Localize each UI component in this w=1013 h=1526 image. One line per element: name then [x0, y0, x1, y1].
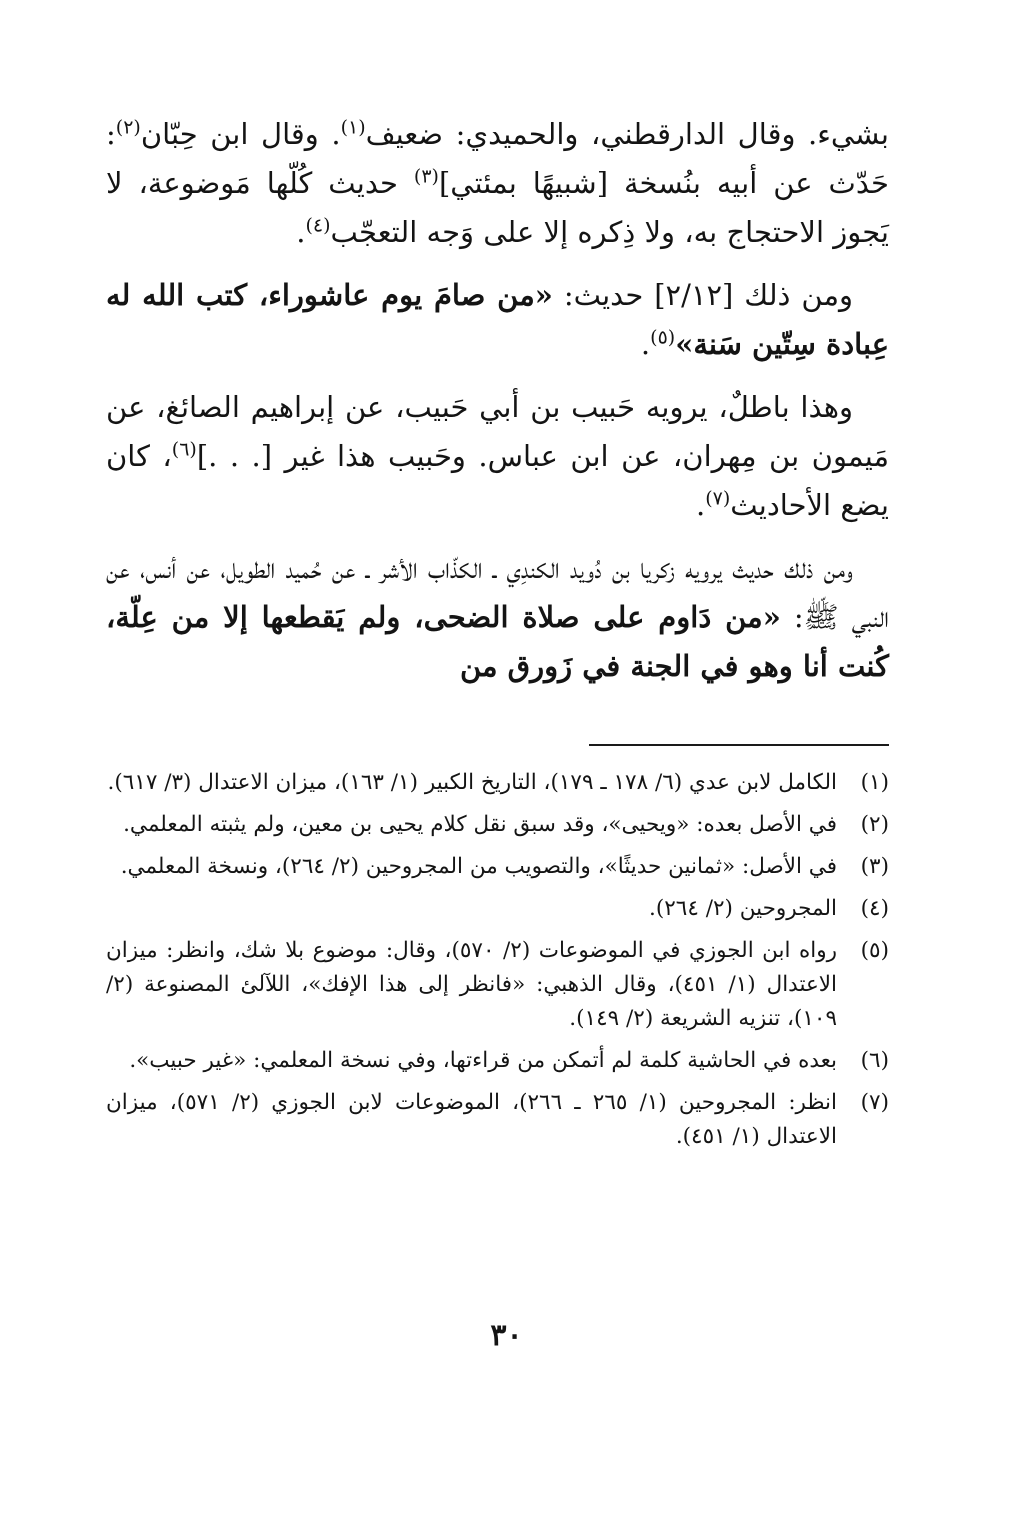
text-run: ومن ذلك [٢/١٢] حديث:: [552, 278, 854, 312]
page-number: ٣٠: [490, 1318, 523, 1353]
text-run: وهذا باطلٌ، يرويه حَبيب بن أبي حَبيب، عن إبراهيم الصائغ، عن مَيمون بن مِهران، عن ابن عباس. وحَبيب هذا غير [. . .]: [106, 390, 889, 473]
footnote-ref: (٧): [705, 487, 731, 510]
footnote-ref: (٤): [305, 214, 331, 237]
footnote-ref: (٣): [413, 165, 439, 188]
paragraph: [106, 110, 889, 257]
footnote-separator: [589, 744, 889, 746]
text-run: حديث كُلّها مَوضوعة، لا يَجوز الاحتجاج به، ولا ذِكره إلا على وَجه التعجّب: [106, 166, 889, 249]
text-run: بشيء. وقال الدارقطني، والحميدي: ضعيف: [365, 117, 889, 151]
text-run: : حَدّث عن أبيه بنُسخة [شبيهًا بمئتي]: [106, 117, 889, 200]
main-text: [106, 110, 889, 705]
footnote-text: في الأصل بعده: «ويحيى»، وقد سبق نقل كلام يحيى بن معين، ولم يثبته المعلمي.: [123, 812, 837, 837]
footnote-number: (٣): [860, 854, 889, 879]
text-run: ومن ذلك حديث يرويه زكريا بن دُويد الكندِي ـ الكذّاب الأشر ـ عن حُميد الطويل، عن أنس، عن النبي ﷺ:: [106, 551, 890, 634]
text-run: ، كان يضع الأحاديث: [106, 439, 889, 522]
footnote: [106, 1086, 889, 1154]
footnote-number: (٦): [860, 1048, 889, 1073]
footnote-number: (٥): [860, 938, 889, 963]
footnote-text: المجروحين (٢/ ٢٦٤).: [649, 896, 837, 921]
footnote: [106, 766, 889, 800]
paragraph: [106, 544, 889, 691]
footnote: [106, 934, 889, 1036]
hadith-text: «من دَاوم على صلاة الضحى، ولم يَقطعها إلا من عِلّة، كُنت أنا وهو في الجنة في زَورق من: [106, 600, 889, 683]
footnote-ref: (١): [340, 116, 366, 139]
footnote: [106, 808, 889, 842]
footnote-ref: (٦): [171, 438, 197, 461]
footnote-text: الكامل لابن عدي (٦/ ١٧٨ ـ ١٧٩)، التاريخ الكبير (١/ ١٦٣)، ميزان الاعتدال (٣/ ٦١٧).: [107, 770, 837, 795]
hadith-text: «من صامَ يوم عاشوراء، كتب الله له عِبادة سِتّين سَنة»: [106, 278, 889, 361]
footnote-ref: (٥): [650, 326, 676, 349]
text-run: . وقال ابن حِبّان: [140, 117, 341, 151]
footnote-number: (٢): [860, 812, 889, 837]
footnote-text: انظر: المجروحين (١/ ٢٦٥ ـ ٢٦٦)، الموضوعات لابن الجوزي (٢/ ٥٧١)، ميزان الاعتدال (١/ ٤٥١).: [106, 1090, 838, 1149]
footnote-text: بعده في الحاشية كلمة لم أتمكن من قراءتها، وفي نسخة المعلمي: «غير حبيب».: [129, 1048, 837, 1073]
text-run: .: [296, 215, 306, 249]
paragraph: [106, 271, 889, 369]
text-run: .: [640, 327, 651, 361]
footnote-number: (١): [860, 770, 889, 795]
footnote: [106, 1044, 889, 1078]
footnote-ref: (٢): [115, 116, 141, 139]
paragraph: [106, 383, 889, 530]
footnote: [106, 850, 889, 884]
text-run: .: [696, 488, 706, 522]
footnotes: [106, 766, 889, 1162]
footnote-text: رواه ابن الجوزي في الموضوعات (٢/ ٥٧٠)، وقال: موضوع بلا شك، وانظر: ميزان الاعتدال (١/ ٤٥١)، وقال الذهبي: «فانظر إلى هذا الإفك»، اللآلئ المصنوعة (٢/ ١٠٩)، تنزيه الشريعة (٢/ ١٤٩).: [106, 938, 838, 1031]
footnote-text: في الأصل: «ثمانين حديثًا»، والتصويب من المجروحين (٢/ ٢٦٤)، ونسخة المعلمي.: [120, 854, 837, 879]
footnote: [106, 892, 889, 926]
footnote-number: (٧): [860, 1090, 889, 1115]
footnote-number: (٤): [860, 896, 889, 921]
